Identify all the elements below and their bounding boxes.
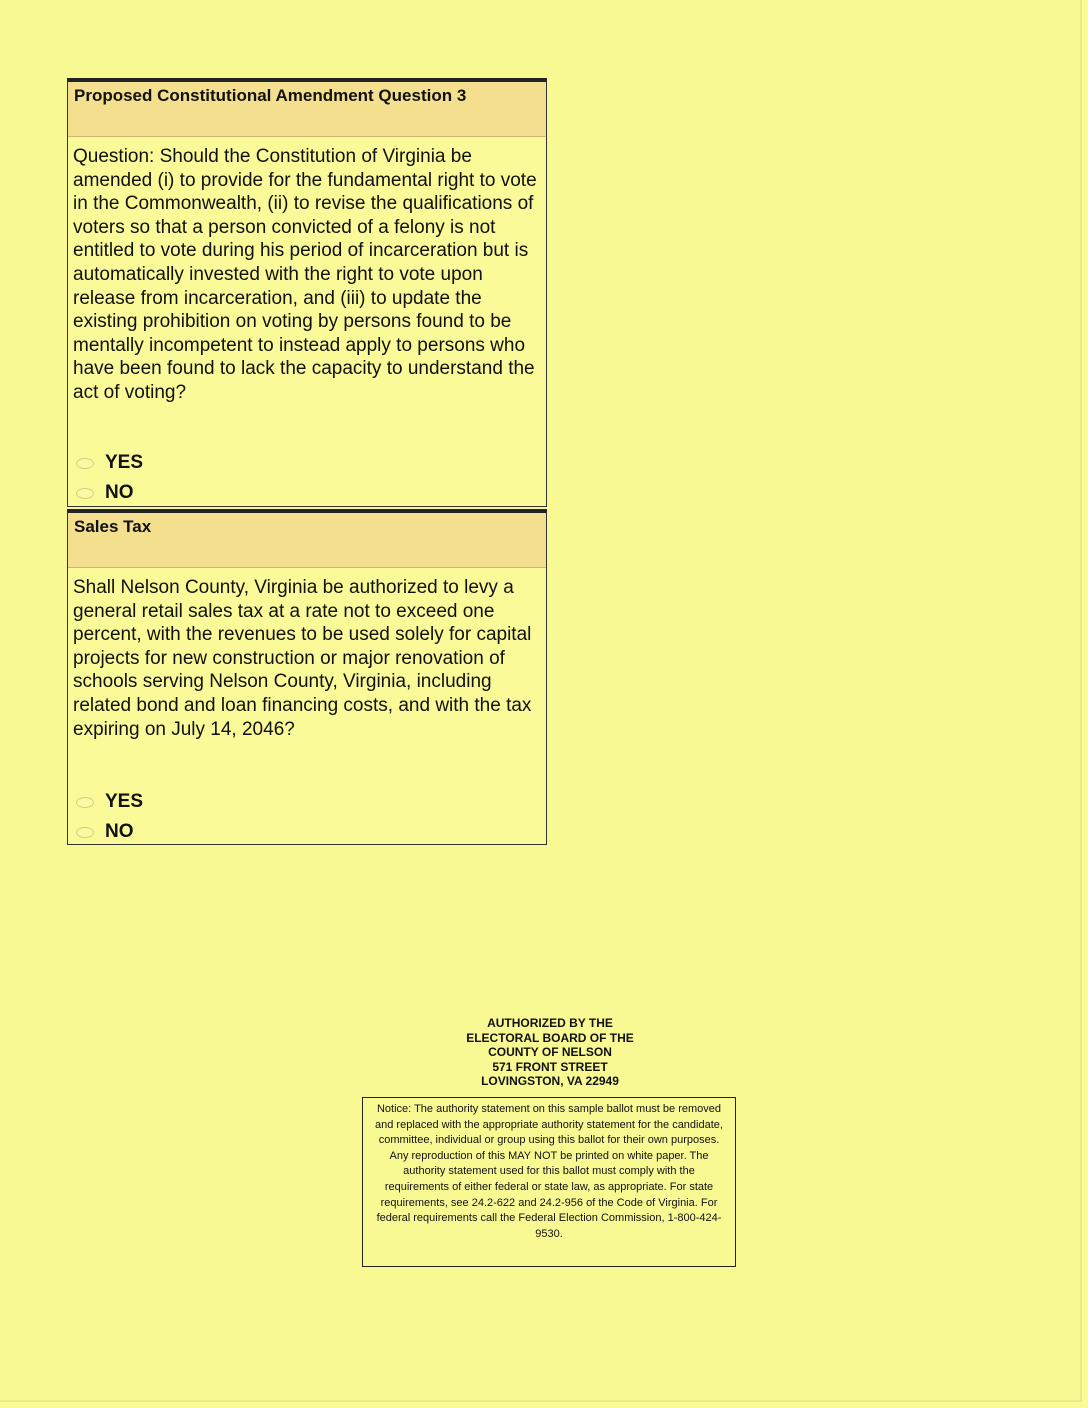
- option-yes[interactable]: [76, 787, 143, 817]
- notice-box: [362, 1097, 736, 1267]
- authority-line: 571 FRONT STREET: [492, 1059, 608, 1074]
- option-label: NO: [105, 482, 134, 503]
- contest-question-text: Shall Nelson County, Virginia be authorized to levy a general retail sales tax at a rate not to exceed one percent, with the revenues to be used solely for capital projects for new construction or major renovation of schools serving Nelson County, Virginia, including related bond and loan financing costs, and with the tax expiring on July 14, 2046?: [73, 577, 532, 740]
- option-label: YES: [105, 452, 144, 473]
- authority-line: LOVINGSTON, VA 22949: [481, 1074, 619, 1088]
- vote-oval[interactable]: [76, 458, 94, 469]
- authority-statement: [430, 1016, 670, 1089]
- option-label: NO: [105, 821, 134, 842]
- option-label: YES: [105, 791, 144, 812]
- contest-options: [76, 787, 143, 847]
- contest-amendment-question-3: [67, 78, 547, 507]
- vote-oval[interactable]: [76, 488, 94, 499]
- contest-options: [76, 448, 143, 508]
- contest-sales-tax: [67, 509, 547, 845]
- vote-oval[interactable]: [76, 827, 94, 838]
- option-yes[interactable]: [76, 448, 143, 478]
- option-no[interactable]: [76, 478, 143, 508]
- contest-title: Sales Tax: [68, 513, 546, 568]
- authority-line: ELECTORAL BOARD OF THE: [466, 1030, 634, 1045]
- vote-oval[interactable]: [76, 797, 94, 808]
- authority-line: COUNTY OF NELSON: [488, 1045, 612, 1059]
- contest-question-text: Question: Should the Constitution of Virginia be amended (i) to provide for the fundamental right to vote in the Commonwealth, (ii) to revise the qualifications of voters so that a person convicted of a felony is not entitled to vote during his period of incarceration but is automatically invested with the right to vote upon release from incarceration, and (iii) to update the existing prohibition on voting by persons found to be mentally incompetent to instead apply to persons who have been found to lack the capacity to understand the act of voting?: [73, 146, 537, 403]
- authority-line: AUTHORIZED BY THE: [487, 1016, 613, 1030]
- contest-title: Proposed Constitutional Amendment Question 3: [68, 82, 546, 137]
- option-no[interactable]: [76, 817, 143, 847]
- notice-text: Notice: The authority statement on this sample ballot must be removed and replaced with the appropriate authority statement for the candidate, committee, individual or group using this ballot for their own purposes. Any reproduction of this MAY NOT be printed on white paper. The authority statement used for this ballot must comply with the requirements of either federal or state law, as appropriate. For state requirements, see 24.2-622 and 24.2-956 of the Code of Virginia. For federal requirements call the Federal Election Commission, 1-800-424-9530.: [375, 1103, 723, 1240]
